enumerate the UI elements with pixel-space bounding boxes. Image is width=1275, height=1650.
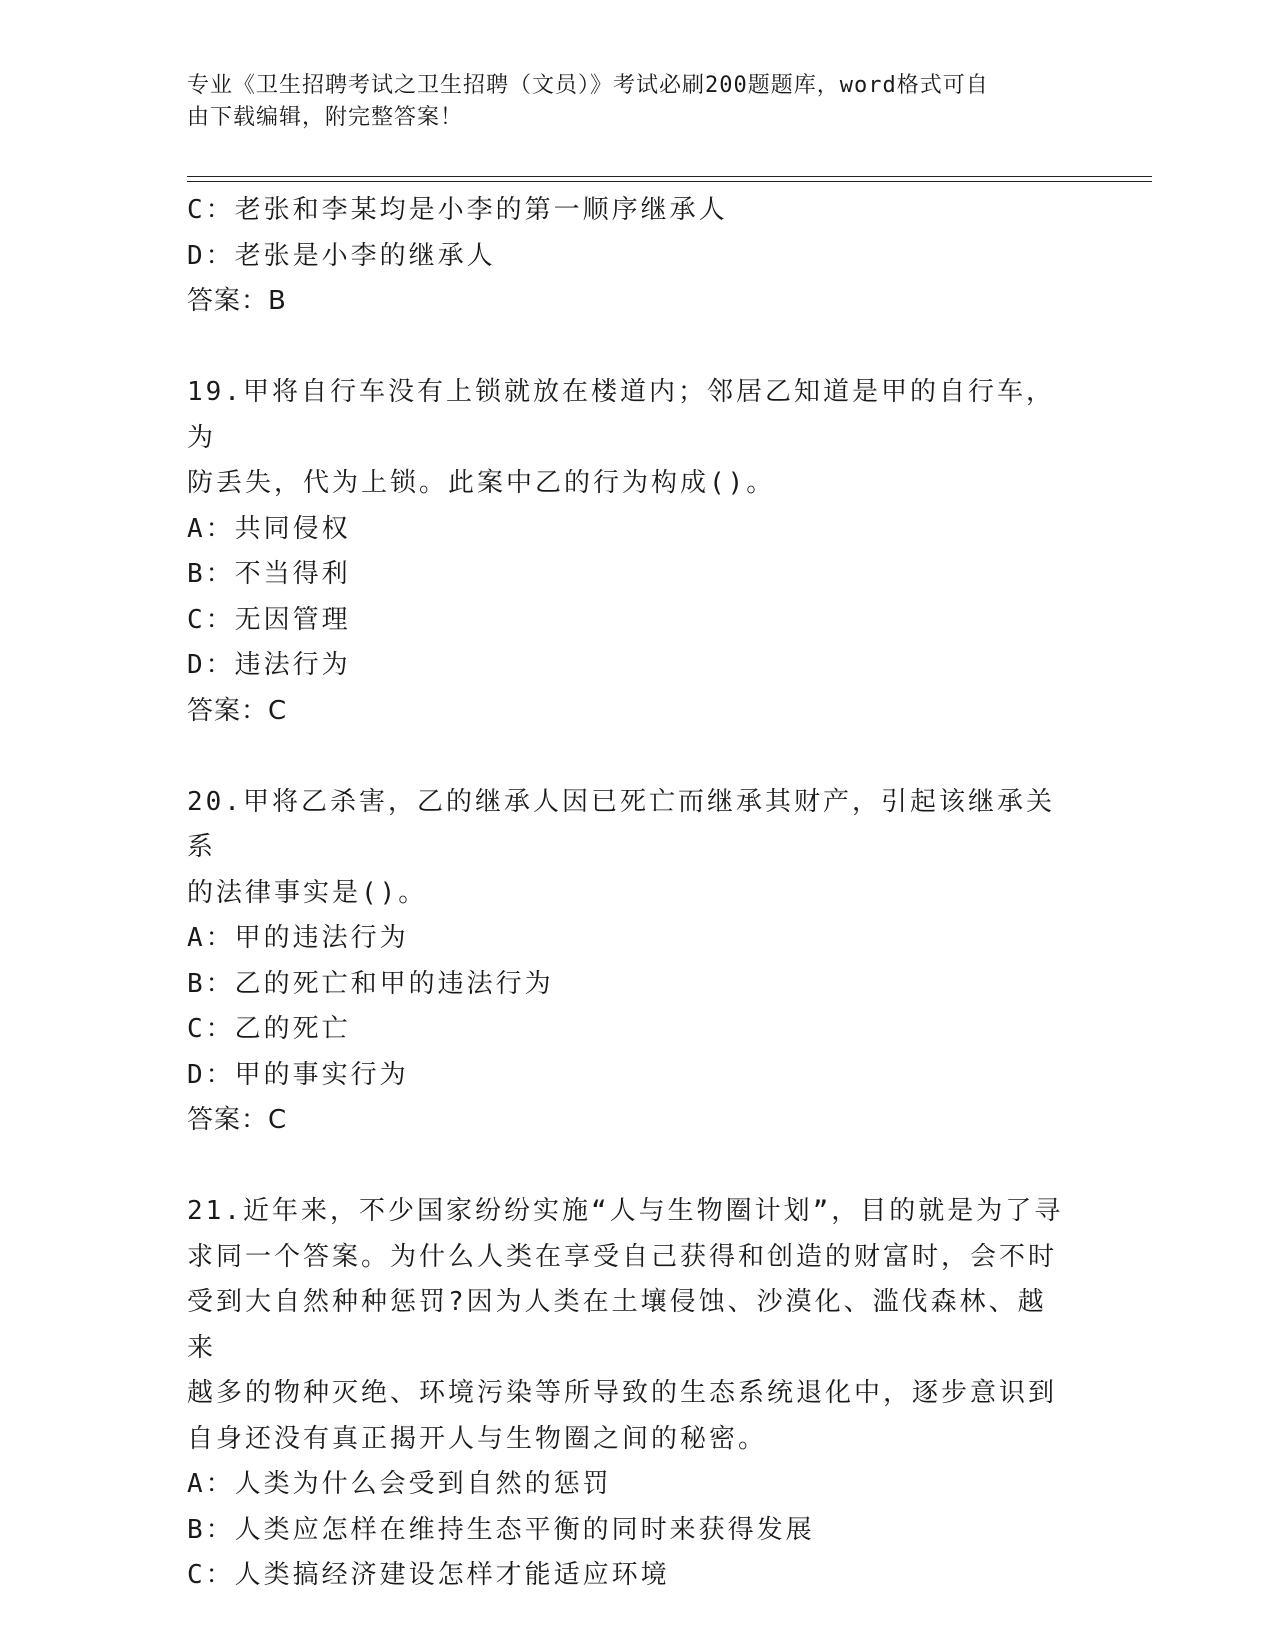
- option-label: B：: [187, 559, 235, 589]
- option-a: [187, 1462, 1067, 1508]
- question-text-line: 的法律事实是()。: [187, 877, 428, 908]
- option-text: 老张和李某均是小李的第一顺序继承人: [234, 195, 728, 225]
- answer-value: B: [268, 286, 287, 316]
- option-a: [187, 507, 1067, 553]
- option-text: 不当得利: [234, 559, 351, 589]
- answer-line: [187, 689, 1067, 735]
- option-label: A：: [187, 513, 235, 544]
- spacer: [187, 734, 1067, 780]
- option-label: B：: [187, 1514, 235, 1545]
- header-line-1: 专业《卫生招聘考试之卫生招聘（文员）》考试必刷200题题库，word格式可自: [187, 73, 989, 98]
- question-19: [187, 370, 1067, 734]
- option-label: B：: [187, 968, 235, 999]
- question-20: [187, 780, 1067, 1144]
- option-c: [187, 188, 1067, 234]
- option-label: A：: [187, 1469, 235, 1499]
- question-text-line: 21.近年来，不少国家纷纷实施“人与生物圈计划”，目的就是为了寻: [187, 1196, 1064, 1226]
- question-text-line: 受到大自然种种惩罚?因为人类在土壤侵蚀、沙漠化、滥伐森林、越来: [187, 1287, 1047, 1363]
- spacer: [187, 1144, 1067, 1190]
- option-label: D：: [187, 1059, 235, 1090]
- question-text-line: 19.甲将自行车没有上锁就放在楼道内；邻居乙知道是甲的自行车，为: [187, 377, 1055, 453]
- option-label: C：: [187, 1014, 235, 1044]
- option-b: [187, 1508, 1067, 1554]
- answer-line: [187, 1098, 1067, 1144]
- option-c: [187, 1007, 1067, 1053]
- answer-label: 答案：: [187, 286, 269, 316]
- header-divider-top: [187, 176, 1152, 177]
- answer-label: 答案：: [187, 695, 269, 726]
- option-c: [187, 598, 1067, 644]
- option-label: C：: [187, 1560, 235, 1590]
- option-text: 乙的死亡: [234, 1014, 351, 1044]
- option-label: A：: [187, 923, 235, 953]
- question-text-line: 20.甲将乙杀害，乙的继承人因已死亡而继承其财产，引起该继承关系: [187, 786, 1055, 862]
- option-label: C：: [187, 195, 235, 225]
- question-text-line: 自身还没有真正揭开人与生物圈之间的秘密。: [187, 1423, 768, 1454]
- question-text-line: 求同一个答案。为什么人类在享受自己获得和创造的财富时，会不时: [187, 1241, 1058, 1272]
- option-text: 甲的违法行为: [234, 923, 409, 953]
- option-a: [187, 916, 1067, 962]
- option-b: [187, 552, 1067, 598]
- option-text: 人类为什么会受到自然的惩罚: [234, 1469, 612, 1499]
- option-label: C：: [187, 604, 235, 635]
- option-b: [187, 962, 1067, 1008]
- option-text: 人类搞经济建设怎样才能适应环境: [234, 1560, 670, 1590]
- option-text: 违法行为: [234, 650, 351, 680]
- option-text: 人类应怎样在维持生态平衡的同时来获得发展: [234, 1514, 815, 1545]
- option-label: D：: [187, 240, 235, 271]
- question-text-line: 防丢失，代为上锁。此案中乙的行为构成()。: [187, 468, 776, 498]
- option-text: 老张是小李的继承人: [234, 240, 496, 271]
- answer-value: C: [268, 695, 288, 726]
- option-d: [187, 1053, 1067, 1099]
- option-text: 甲的事实行为: [234, 1059, 409, 1090]
- option-label: D：: [187, 650, 235, 680]
- answer-label: 答案：: [187, 1105, 269, 1135]
- header-divider-bottom: [187, 181, 1152, 182]
- option-text: 乙的死亡和甲的违法行为: [234, 968, 554, 999]
- spacer: [187, 325, 1067, 371]
- option-text: 共同侵权: [234, 513, 351, 544]
- answer-value: C: [268, 1105, 288, 1135]
- header-line-2: 由下载编辑，附完整答案！: [187, 105, 464, 130]
- question-21: [187, 1189, 1067, 1599]
- question-text-line: 越多的物种灭绝、环境污染等所导致的生态系统退化中，逐步意识到: [187, 1378, 1058, 1408]
- document-body: [187, 188, 1067, 1599]
- option-text: 无因管理: [234, 604, 351, 635]
- option-d: [187, 234, 1067, 280]
- option-d: [187, 643, 1067, 689]
- option-c: [187, 1553, 1067, 1599]
- answer-line: [187, 279, 1067, 325]
- continuation-block: [187, 188, 1067, 325]
- page-header: [187, 70, 1067, 134]
